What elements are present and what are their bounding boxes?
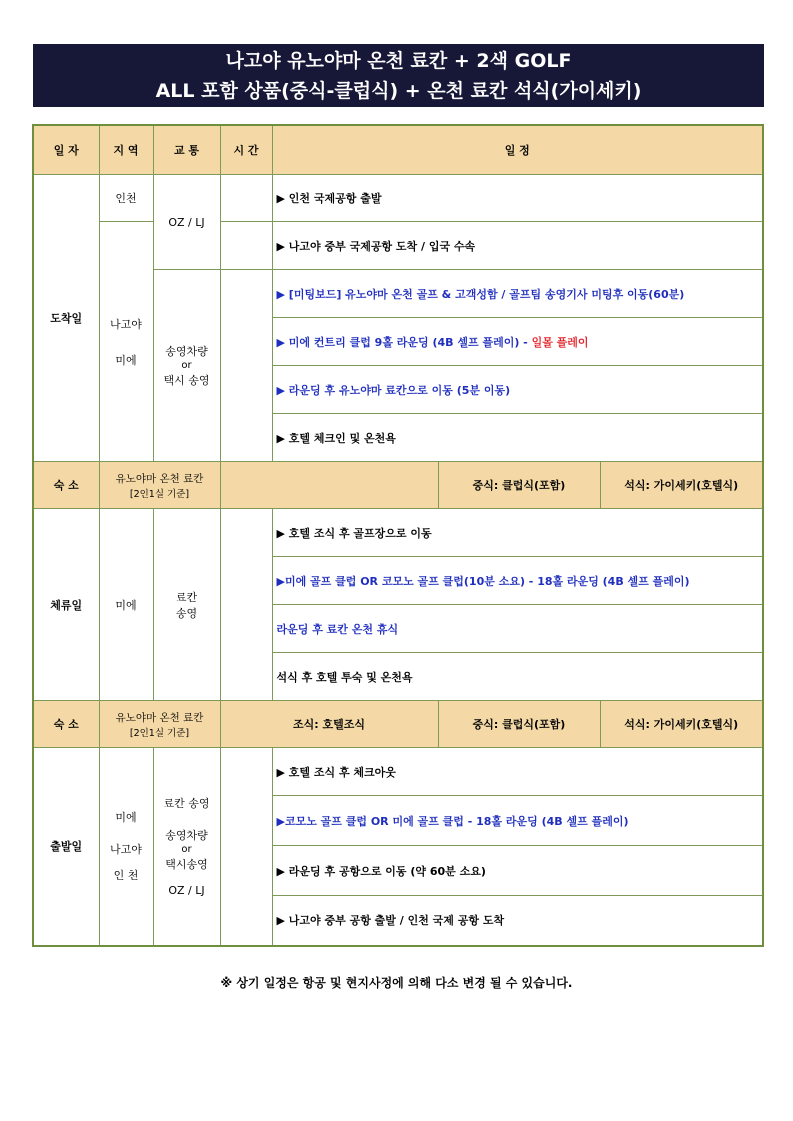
stay1-lunch: 중식: 클럽식(포함) [438,462,600,509]
day3-item-4: ▶ 나고야 중부 공항 출발 / 인천 국제 공항 도착 [272,896,763,946]
day3-region [99,748,153,946]
day3-item-3: ▶ 라운딩 후 공항으로 이동 (약 60분 소요) [272,846,763,896]
day2-region: 미에 [99,509,153,701]
day1-item-3: ▶ [미팅보드] 유노야마 온천 골프 & 고객성함 / 골프팀 송영기사 미팅후 이동(60분) [272,270,763,318]
stay1-dinner: 석식: 가이세키(호텔식) [600,462,763,509]
day3-transport-ryokan: 료칸 송영 [163,797,210,811]
day2-item-1: ▶ 호텔 조식 후 골프장으로 이동 [272,509,763,557]
header-row [33,125,763,175]
stay2-hotel [99,701,220,748]
stay2-row [33,701,763,748]
stay2-hotel-name: 유노야마 온천 료칸 [115,711,204,724]
day3-transport [153,748,220,946]
day1-region-nagoya: 나고야 [110,317,142,331]
title-banner [33,44,764,107]
day1-label: 도착일 [33,175,99,462]
day1-transport-air: OZ / LJ [153,175,220,270]
stay2-label: 숙 소 [33,701,99,748]
schedule-table [32,124,764,947]
day3-transport-air: OZ / LJ [168,884,205,898]
stay1-hotel-basis: [2인1실 기준] [129,488,190,500]
day1-region-incheon: 인천 [99,175,153,222]
day1-item-2: ▶ 나고야 중부 국제공항 도착 / 입국 수속 [272,222,763,270]
stay2-breakfast: 조식: 호텔조식 [220,701,438,748]
day1-time-1 [220,175,272,222]
stay1-row [33,462,763,509]
day3-transport-or: or [181,844,192,856]
day2-transport [153,509,220,701]
day1-car-line-2: or [181,360,192,371]
title-line-1: 나고야 유노야마 온천 료칸 + 2색 GOLF [225,50,572,72]
stay2-hotel-basis: [2인1실 기준] [129,727,190,739]
day2-item-3: 라운딩 후 료칸 온천 휴식 [272,605,763,653]
day2-time [220,509,272,701]
stay1-hotel [99,462,220,509]
day3-region-nagoya: 나고야 [110,843,142,857]
day1-transport-car [153,270,220,462]
day3-transport-taxi: 택시송영 [165,858,208,872]
day1-region-mie: 미에 [115,353,137,367]
night-play-note: 일몰 플레이 [531,335,589,349]
day2-item-4: 석식 후 호텔 투숙 및 온천욕 [272,653,763,701]
day3-region-incheon: 인 천 [113,869,139,883]
day3-region-mie: 미에 [115,811,137,825]
stay1-label: 숙 소 [33,462,99,509]
stay2-lunch: 중식: 클럽식(포함) [438,701,600,748]
day1-time-2 [220,222,272,270]
day3-item-1: ▶ 호텔 조식 후 체크아웃 [272,748,763,796]
day1-region-nagoya-mie [99,222,153,462]
day3-item-2: ▶코모노 골프 클럽 OR 미에 골프 클럽 - 18홀 라운딩 (4B 셀프 플레이) [272,796,763,846]
day3-label: 출발일 [33,748,99,946]
header-region: 지 역 [99,125,153,175]
title-line-2: ALL 포함 상품(중식-클럽식) + 온천 료칸 석식(가이세키) [155,80,642,102]
day1-time-3 [220,270,272,462]
day1-item-1: ▶ 인천 국제공항 출발 [272,175,763,222]
stay2-dinner: 석식: 가이세키(호텔식) [600,701,763,748]
day1-car-line-1: 송영차량 [165,345,208,358]
day2-item-2: ▶미에 골프 클럽 OR 코모노 골프 클럽(10분 소요) - 18홀 라운딩 (4B 셀프 플레이) [272,557,763,605]
footnote: ※ 상기 일정은 항공 및 현지사정에 의해 다소 변경 될 수 있습니다. [220,976,573,990]
day3-time [220,748,272,946]
header-transport: 교 통 [153,125,220,175]
stay1-breakfast [220,462,438,509]
day2-transport-line-2: 송영 [175,606,198,620]
day1-item-4 [272,318,763,366]
day2-label: 체류일 [33,509,99,701]
day1-item-4-text: ▶ 미에 컨트리 클럽 9홀 라운딩 (4B 셀프 플레이) - [276,335,532,349]
day1-car-line-3: 택시 송영 [163,374,210,387]
stay1-hotel-name: 유노야마 온천 료칸 [115,472,204,485]
header-time: 시 간 [220,125,272,175]
header-date: 일 자 [33,125,99,175]
day3-transport-car: 송영차량 [165,829,208,843]
day2-transport-line-1: 료칸 [175,590,198,604]
day1-item-5: ▶ 라운딩 후 유노야마 료칸으로 이동 (5분 이동) [272,366,763,414]
day1-item-6: ▶ 호텔 체크인 및 온천욕 [272,414,763,462]
header-schedule: 일 정 [272,125,763,175]
